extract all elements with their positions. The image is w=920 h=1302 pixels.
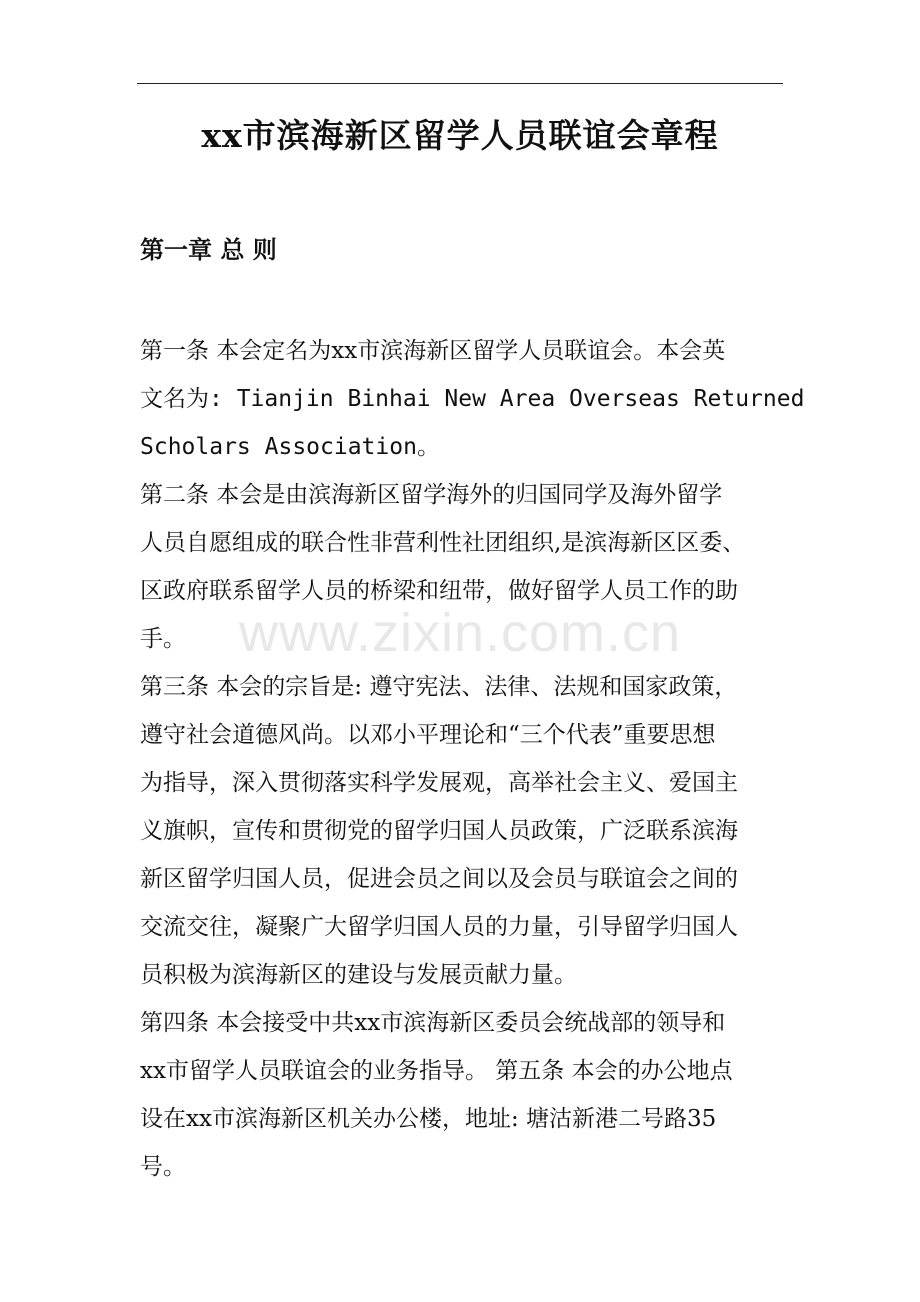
- text-line: 手。: [140, 626, 186, 652]
- text-line: 遵守社会道德风尚。以邓小平理论和“三个代表”重要思想: [140, 722, 716, 748]
- text-line: 为指导，深入贯彻落实科学发展观，高举社会主义、爱国主: [140, 770, 738, 796]
- text-line: Scholars Association。: [140, 434, 440, 460]
- chapter-heading: 第一章 总 则: [140, 235, 277, 264]
- watermark: www.zixin.com.cn: [238, 603, 682, 663]
- text-line: 第三条 本会的宗旨是: 遵守宪法、法律、法规和国家政策，: [140, 674, 738, 700]
- text-line: xx市留学人员联谊会的业务指导。 第五条 本会的办公地点: [140, 1058, 733, 1084]
- text-line: 交流交往，凝聚广大留学归国人员的力量，引导留学归国人: [140, 914, 738, 940]
- text-line: 设在xx市滨海新区机关办公楼，地址: 塘沽新港二号路35: [140, 1106, 717, 1132]
- document-title: xx市滨海新区留学人员联谊会章程: [201, 116, 719, 155]
- text-line: 人员自愿组成的联合性非营利性社团组织,是滨海新区区委、: [140, 530, 746, 556]
- text-line: 新区留学归国人员，促进会员之间以及会员与联谊会之间的: [140, 866, 738, 892]
- text-line: 文名为: Tianjin Binhai New Area Overseas Returned: [140, 386, 805, 412]
- text-line: 员积极为滨海新区的建设与发展贡献力量。: [140, 962, 577, 988]
- text-line: 第一条 本会定名为xx市滨海新区留学人员联谊会。本会英: [140, 338, 726, 364]
- text-line: 第二条 本会是由滨海新区留学海外的归国同学及海外留学: [140, 482, 723, 508]
- text-line: 号。: [140, 1154, 186, 1180]
- text-line: 第四条 本会接受中共xx市滨海新区委员会统战部的领导和: [140, 1010, 726, 1036]
- text-line: 区政府联系留学人员的桥梁和纽带，做好留学人员工作的助: [140, 578, 738, 604]
- text-line: 义旗帜，宣传和贯彻党的留学归国人员政策，广泛联系滨海: [140, 818, 738, 844]
- header-rule: [137, 83, 783, 84]
- document-body: [140, 327, 805, 1191]
